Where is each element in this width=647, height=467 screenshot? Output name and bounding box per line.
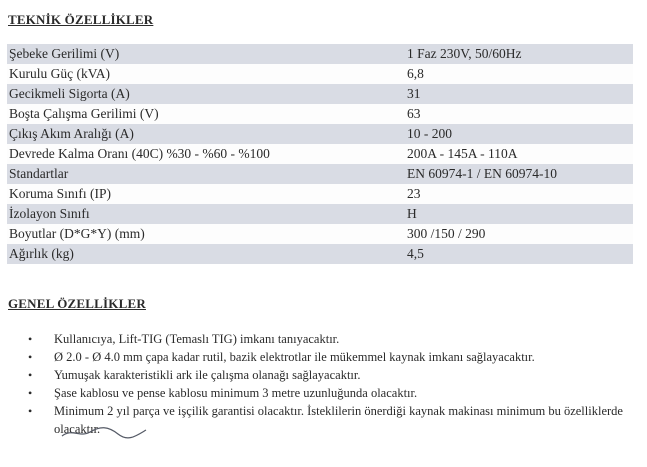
spec-value: 4,5 [407, 246, 424, 261]
spec-row [7, 44, 633, 64]
list-item [28, 384, 638, 402]
spec-value: 6,8 [407, 66, 424, 81]
spec-label: Standartlar [9, 166, 69, 181]
list-item [28, 330, 638, 348]
spec-row [7, 84, 633, 104]
spec-row [7, 224, 633, 244]
spec-row [7, 144, 633, 164]
spec-row [7, 204, 633, 224]
list-item [28, 366, 638, 384]
spec-label: Şebeke Gerilimi (V) [9, 46, 120, 61]
technical-specs-title: TEKNİK ÖZELLİKLER [8, 12, 154, 27]
spec-value: 63 [407, 106, 421, 121]
spec-value: 23 [407, 186, 421, 201]
spec-value: H [407, 206, 417, 221]
general-features-title: GENEL ÖZELLİKLER [8, 296, 146, 311]
spec-row [7, 104, 633, 124]
feature-text: Şase kablosu ve pense kablosu minimum 3 metre uzunluğunda olacaktır. [54, 386, 418, 400]
technical-specs-table [7, 44, 633, 264]
feature-text: Kullanıcıya, Lift-TIG (Temaslı TIG) imkanı tanıyacaktır. [54, 332, 340, 346]
spec-label: Gecikmeli Sigorta (A) [9, 86, 130, 101]
feature-text: Ø 2.0 - Ø 4.0 mm çapa kadar rutil, bazik elektrotlar ile mükemmel kaynak imkanı sağlayacaktır. [54, 350, 535, 364]
spec-value: 200A - 145A - 110A [407, 146, 518, 161]
bullet-icon: • [28, 404, 33, 418]
list-item [28, 348, 638, 366]
spec-label: Çıkış Akım Aralığı (A) [9, 126, 134, 141]
spec-row [7, 164, 633, 184]
spec-label: Devrede Kalma Oranı (40C) %30 - %60 - %100 [9, 146, 270, 161]
bullet-icon: • [28, 368, 33, 382]
spec-value: 10 - 200 [407, 126, 452, 141]
spec-label: Kurulu Güç (kVA) [9, 66, 110, 81]
spec-label: Boşta Çalışma Gerilimi (V) [9, 106, 159, 121]
bullet-icon: • [28, 386, 33, 400]
feature-text: Yumuşak karakteristikli ark ile çalışma olanağı sağlayacaktır. [54, 368, 361, 382]
spec-row [7, 184, 633, 204]
spec-label: Boyutlar (D*G*Y) (mm) [9, 226, 145, 241]
spec-value: 300 /150 / 290 [407, 226, 486, 241]
spec-value: 31 [407, 86, 421, 101]
bullet-icon: • [28, 350, 33, 364]
spec-value: EN 60974-1 / EN 60974-10 [407, 166, 557, 181]
handwritten-scribble-icon [60, 424, 150, 440]
spec-label: Ağırlık (kg) [9, 246, 74, 261]
spec-label: Koruma Sınıfı (IP) [9, 186, 111, 201]
spec-value: 1 Faz 230V, 50/60Hz [407, 46, 522, 61]
spec-row [7, 244, 633, 264]
feature-text: Minimum 2 yıl parça ve işçilik garantisi olacaktır. İsteklilerin önerdiği kaynak makinası minimum bu özelliklerde olacaktır. [54, 404, 623, 436]
bullet-icon: • [28, 332, 33, 346]
spec-row [7, 64, 633, 84]
spec-row [7, 124, 633, 144]
spec-label: İzolayon Sınıfı [9, 206, 90, 221]
general-features-list [28, 330, 638, 438]
